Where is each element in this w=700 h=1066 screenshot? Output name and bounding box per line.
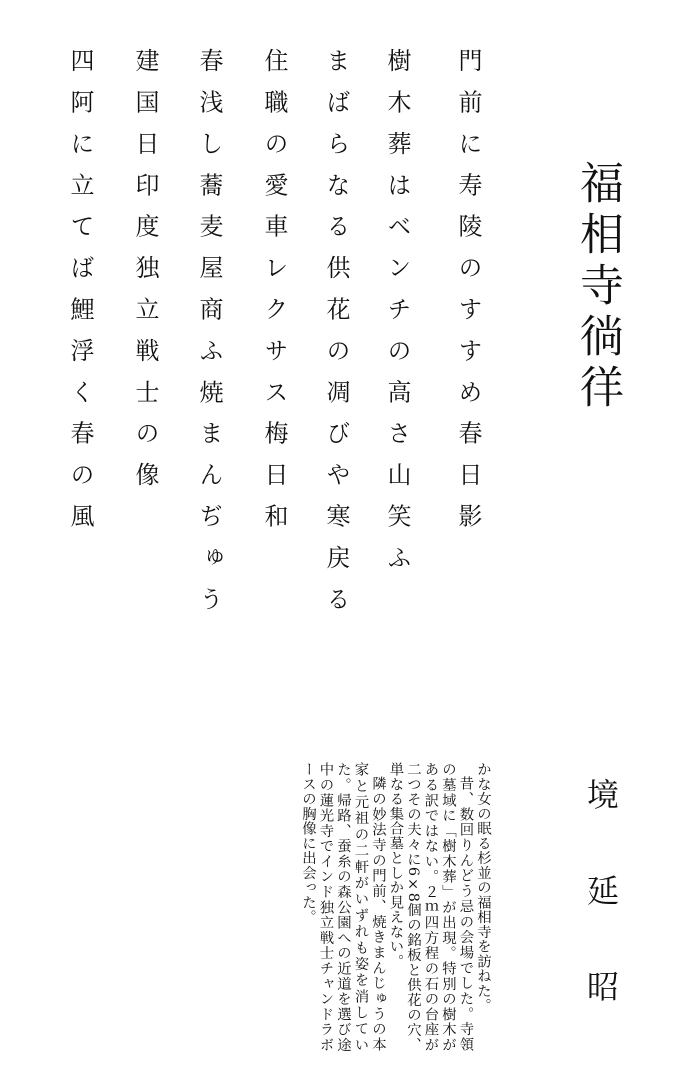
prose-paragraph: 隣の妙法寺の門前、焼きまんじゅうの本家と元祖の二軒がいずれも姿を消していた。帰路、蚕糸の森公園への近道を選び途中の蓮光寺でインド独立戦士チャンドラボースの胸像に出会った。	[300, 762, 386, 1052]
author-name: 境延昭	[582, 778, 620, 1066]
prose-paragraph: 昔、数回りんどう忌の会場でした。寺領の墓域に「樹木葬」が出現。特別の樹木がある訳ではない。２ｍ四方程の石の台座が二つその夫々に6×8個の銘板と供花の穴、単なる集合墓としか見えない。	[387, 762, 474, 1052]
haiku-line-6: 建国日印度独立戦士の像	[131, 48, 159, 504]
page-title: 福相寺徜徉	[572, 160, 623, 415]
prose-paragraph: かな女の眠る杉並の福相寺を訪ねた。	[475, 762, 491, 1013]
haiku-line-3: まばらなる供花の凋びや寒戻る	[322, 48, 350, 628]
haiku-line-7: 四阿に立てば鯉浮く春の風	[66, 48, 94, 545]
haiku-line-1: 門前に寿陵のすすめ春日影	[454, 48, 482, 545]
haiku-line-5: 春浅し蕎麦屋商ふ焼まんぢゅう	[195, 48, 223, 628]
haiku-line-2: 樹木葬はベンチの高さ山笑ふ	[383, 48, 411, 587]
haiku-line-4: 住職の愛車レクサス梅日和	[260, 48, 288, 545]
prose-section	[186, 762, 491, 1052]
